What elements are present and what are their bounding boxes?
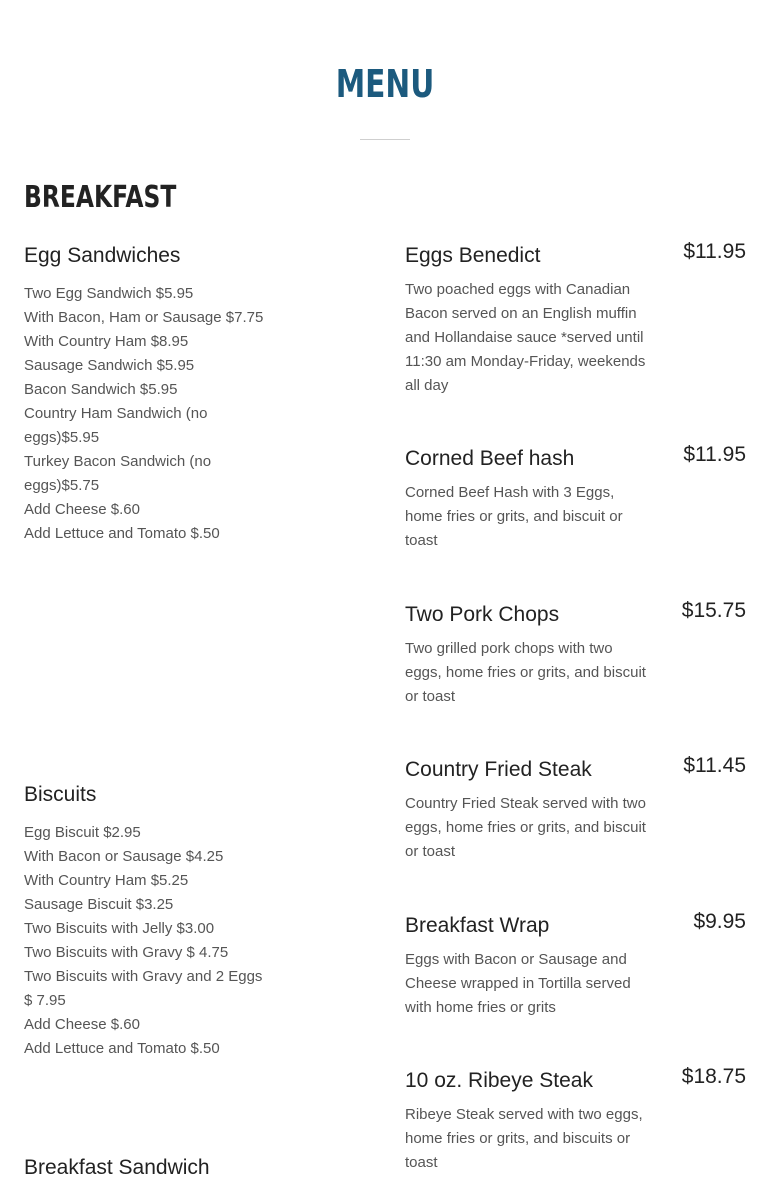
item-name: Breakfast Wrap (405, 914, 550, 937)
item-line: With Bacon or Sausage $4.25 (24, 848, 224, 865)
item-name: Corned Beef hash (405, 447, 575, 470)
menu-item-corned-beef-hash (405, 445, 746, 553)
menu-item-breakfast-sandwich (24, 1154, 274, 1194)
menu-item-eggs-benedict (405, 242, 746, 398)
item-line: eggs)$5.95 (24, 429, 100, 446)
item-description: Two poached eggs with Canadian Bacon served on an English muffin and Hollandaise sauce *served until 11:30 am Monday-Friday, weekends all day (405, 281, 646, 394)
item-line: Add Lettuce and Tomato $.50 (24, 1040, 220, 1057)
item-line: With Bacon, Ham or Sausage $7.75 (24, 309, 264, 326)
item-line: eggs)$5.75 (24, 477, 100, 494)
item-name: Egg Sandwiches (24, 244, 181, 267)
item-name: Breakfast Sandwich (24, 1156, 210, 1179)
item-name: Eggs Benedict (405, 244, 541, 267)
menu-item-country-fried-steak (405, 756, 746, 864)
item-price: $18.75 (681, 1065, 746, 1088)
item-description: Eggs with Bacon or Sausage and Cheese wrapped in Tortilla served with home fries or grits (405, 951, 631, 1016)
item-price: $11.45 (683, 754, 746, 777)
item-line: Turkey Bacon Sandwich (no (24, 453, 212, 470)
item-line: Two Biscuits with Gravy $ 4.75 (24, 944, 229, 961)
item-description: Country Fried Steak served with two eggs, home fries or grits, and biscuit or toast (405, 795, 646, 860)
item-line: Two Egg Sandwich $5.95 (24, 285, 194, 302)
item-name: Country Fried Steak (405, 758, 592, 781)
item-line: $ 7.95 (24, 992, 66, 1009)
item-line: Add Cheese $.60 (24, 501, 140, 518)
item-lines (24, 821, 274, 1061)
title-divider (360, 139, 410, 140)
menu-item-ribeye-steak (405, 1067, 746, 1175)
item-price: $11.95 (683, 443, 746, 466)
item-line: Add Lettuce and Tomato $.50 (24, 525, 220, 542)
item-price: $9.95 (693, 910, 746, 933)
item-name: Two Pork Chops (405, 603, 560, 626)
item-line: Bacon Sandwich $5.95 (24, 381, 178, 398)
item-price: $15.75 (681, 599, 746, 622)
menu-item-egg-sandwiches (24, 242, 274, 546)
item-description: Ribeye Steak served with two eggs, home fries or grits, and biscuits or toast (405, 1106, 643, 1171)
menu-item-breakfast-wrap (405, 912, 746, 1020)
item-line: Two Biscuits with Gravy and 2 Eggs (24, 968, 263, 985)
menu-item-two-pork-chops (405, 601, 746, 709)
item-line: Sausage Biscuit $3.25 (24, 896, 174, 913)
item-line: Country Ham Sandwich (no (24, 405, 208, 422)
menu-item-biscuits (24, 781, 274, 1061)
item-description: Corned Beef Hash with 3 Eggs, home fries or grits, and biscuit or toast (405, 484, 623, 549)
page-title: MENU (335, 62, 435, 106)
item-price: $11.95 (683, 240, 746, 263)
item-line: Add Cheese $.60 (24, 1016, 140, 1033)
section-heading-breakfast: BREAKFAST (24, 180, 177, 215)
item-line: Two Biscuits with Jelly $3.00 (24, 920, 215, 937)
item-line: With Country Ham $8.95 (24, 333, 189, 350)
item-name: 10 oz. Ribeye Steak (405, 1069, 593, 1092)
item-lines (24, 282, 274, 546)
item-line: Sausage Sandwich $5.95 (24, 357, 195, 374)
item-line: With Country Ham $5.25 (24, 872, 189, 889)
item-name: Biscuits (24, 783, 97, 806)
item-line: Egg Biscuit $2.95 (24, 824, 141, 841)
item-description: Two grilled pork chops with two eggs, home fries or grits, and biscuit or toast (405, 640, 646, 705)
